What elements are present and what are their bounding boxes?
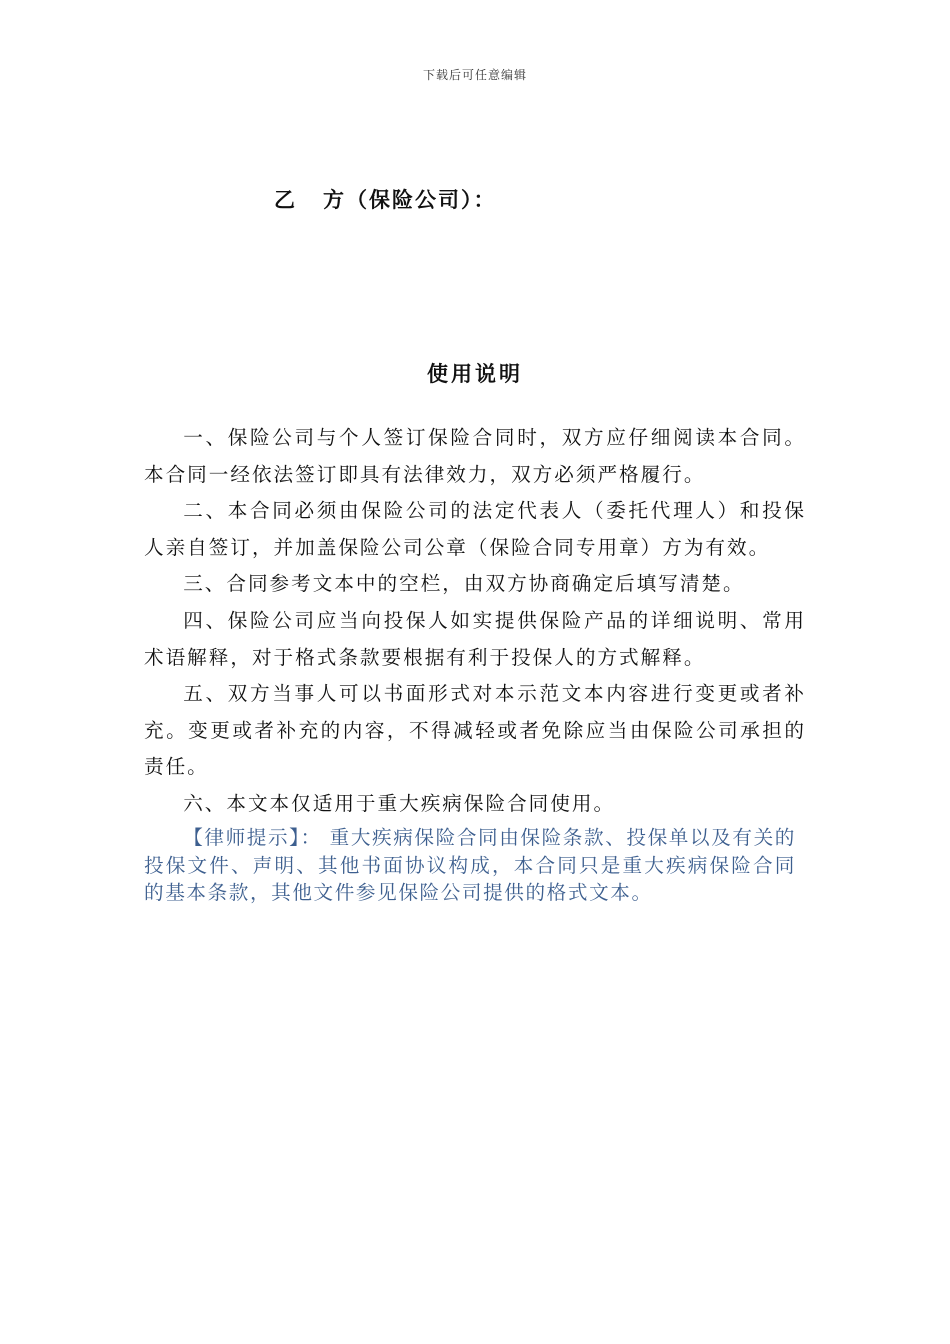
instruction-paragraph-4: 四、保险公司应当向投保人如实提供保险产品的详细说明、常用术语解释，对于格式条款要根据有利于投保人的方式解释。 bbox=[144, 608, 806, 669]
instruction-paragraph-2: 二、本合同必须由保险公司的法定代表人（委托代理人）和投保人亲自签订，并加盖保险公司公章（保险合同专用章）方为有效。 bbox=[144, 499, 806, 559]
instructions-title: 使用说明 bbox=[427, 362, 523, 386]
instruction-paragraph-5: 五、双方当事人可以书面形式对本示范文本内容进行变更或者补充。变更或者补充的内容，不得减轻或者免除应当由保险公司承担的责任。 bbox=[144, 682, 806, 779]
lawyer-tip bbox=[144, 824, 796, 907]
instruction-paragraph-3: 三、合同参考文本中的空栏，由双方协商确定后填写清楚。 bbox=[183, 572, 745, 596]
instruction-paragraph-1: 一、保险公司与个人签订保险合同时，双方应仔细阅读本合同。本合同一经依法签订即具有法律效力，双方必须严格履行。 bbox=[144, 426, 806, 486]
header-note: 下载后可任意编辑 bbox=[422, 68, 527, 82]
party-b-label-b: 方（保险公司）： bbox=[323, 188, 497, 212]
instructions-body bbox=[144, 420, 806, 823]
party-b-line bbox=[274, 184, 497, 214]
lawyer-tip-text: 重大疾病保险合同由保险条款、投保单以及有关的投保文件、声明、其他书面协议构成，本合同只是重大疾病保险合同的基本条款，其他文件参见保险公司提供的格式文本。 bbox=[144, 826, 796, 904]
party-b-label-a: 乙 bbox=[274, 188, 297, 212]
instruction-paragraph-6: 六、本文本仅适用于重大疾病保险合同使用。 bbox=[183, 791, 616, 815]
lawyer-tip-label: 【律师提示】： bbox=[183, 826, 322, 849]
